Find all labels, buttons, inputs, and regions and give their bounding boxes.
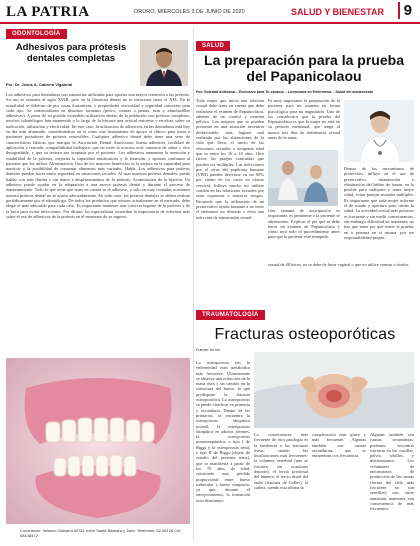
page-number: 9 (398, 2, 412, 19)
trauma-column-2: La consecuencia más frecuente de esta patología es la tendencia a las fracturas óseas, siendo las localizaciones más frecuentes: la columna vertebral (que se fractura sin ocasionar deporte), el tercio proximal del húmero, el tercio distal del radio (fractura de Colles), la cadera, siendo esta última la (254, 432, 308, 490)
article-column-3-top: sexual de 48 horas, no se debe de lavar vaginal o que no utilice cremas u óvulos. (268, 262, 410, 267)
photo-caption: Consultorio: Velasco Galvarro #2311 entre Santa Bárbara y Jaén. Teléfonos: 52-58128 Cel. 68148472 (20, 528, 182, 538)
trauma-column-1: La osteoporosis (en la enfermedad ósea metabólica más frecuente. Ultimamente se observa una reducción de la masa ósea y un cambio en la estructura del hueso, lo que predispone la fractura osteoporótica. La osteoporosis se puede clasificar en primaria y secundaria. Dentro de las primarias, se encuentra la osteoporosis idiopática juvenil, la osteoporosis idiopática en adultos jóvenes, la osteoporosis posmenopáusica, o tipo I de Riggs y la osteoporosis senil, o tipo II de Riggs (objeto de estudio del presente tema), que se manifiesta a partir de los 70 años de edad, existiendo una pérdida proporcional entre hueso trabecular y hueso compacto, ya que, durante el envejecimiento, la formación ósea disminuye. (196, 360, 250, 503)
article-column-3: Dentro de los mecanismos de protección, influye en el uso de preservativo, disminución o eliminación del hábito de fumar, en lo posible para cualquier y tener mejor salud, evitar parejas sexuales múltiples. Es importante que toda mujer informe el de estado y apertura para cuidar la salud. La actividad sexual más próximo es frecuente y sin medir consecuencias, sin embargo dificultad en mantener, no hay que tener por qué temer la prueba, en a persona en sí misma, por ser responsabilidad propia. (344, 166, 414, 240)
section-tag-traumatologia: TRAUMATOLOGÍA (196, 310, 265, 320)
article-title-adhesivos: Adhesivos para prótesis dentales completas (15, 42, 127, 64)
section-tag-odontologia: ODONTOLOGÍA (6, 29, 67, 39)
newspaper-logo: LA PATRIA (6, 4, 90, 20)
nurse-portrait-icon (344, 100, 414, 162)
nurse-photo (344, 100, 414, 162)
knee-pain-image-icon (254, 352, 414, 428)
section-title: SALUD Y BIENESTAR (290, 7, 384, 17)
article-title-papanicolaou: La preparación para la prueba del Papanicolaou (204, 52, 404, 84)
article-byline-salud: Por: Soledad Antezana – Exclusivo para Tu espacio – Licenciada en Enfermería – Salud del adolescente (196, 90, 374, 94)
article-column-2b: Una semana de anticipación es importante, es pertinente a la paciente se adolescente. Explicar el por qué se debe hacer un examen de Papanicolaou y cómo será todo el procedimiento antes para que la paciente esté tranquila. (268, 208, 340, 240)
section-tag-salud: SALUD (196, 41, 230, 51)
article-title-fracturas: Fracturas osteoporóticas (214, 326, 396, 343)
trauma-column-3: complicación más grave y más frecuente. Algunas también son causas secundarias, que se encuentran con frecuencia. (312, 432, 366, 459)
dental-prosthesis-photo (6, 358, 190, 524)
author-portrait-icon (140, 40, 188, 86)
article-source: Fuente: es.ivs (196, 348, 220, 352)
doctor-patient-image-icon (268, 150, 338, 206)
denture-image-icon (6, 358, 190, 524)
article-column-1: Toda mujer que inicia una relación sexual debe tener en cuenta que debe realizarse el examen de Papanicolaou, además de un control y examen pélvico. Las mujeres que se pueden presentar en una situación necesaria desfavorable, más higiene mal realizada por las alteraciones de la vida que lleva, el inicio de las relaciones sexuales a temprana edad que es entre los 16 a 18 años. Otro factor, las parejas contraídas que pueden ser múltiples. Las infecciones por el virus del papiloma humano (VPH) pueden derivarse en un 90% por ciento de los casos en cáncer cervical. Influye mucho no utilizar condón en las relaciones sexuales por estar expuestas a mayores riesgos. Recuerde que la utilización de un preservativo ayuda bastante a no tener el embarazo no deseado o evita una infección de transmisión sexual. (196, 98, 264, 220)
knee-pain-photo (254, 352, 414, 428)
page-header (0, 0, 420, 24)
article-body: Los adhesivos para dentaduras son sustancias utilizadas para aportar una mayor retención a las prótesis. Su uso se remonta al siglo XVIII, pero en la literatura dental no se menciona hasta el XIX. En la actualidad se fabrican de por cosas ilustrativas, y propiedades viscosidad y seguridad concretas para cada tipo. Se comercializan en distintos formatos (polvo, cremas o pastas, tiras y almohadillas adhesivas). A pesar de su posible extendido utilización dentro de la población con prótesis completas, muchos odontólogos han mantenido a lo largo de la historia una actitud reticente y recelosa sobre su indicación, utilización y efectividad. En este caso, la utilización de adhesivos en las dentaduras está hoy en día más afianzado, considerándose en sí como una herramienta de apoyo al clínico para tratar a pacientes portadores de prótesis removibles. Cualquier adhesivo dental debe tener una serie de características básicas que marque la Asociación Dental Americana: buena adhesión, facilidad de aplicación y retirada, compatibilidad biológica, que no irrite la mucosa oral, ausencia de sabor y olor desagradable, y que su textura sea aceptada por el paciente. Los adhesivos aumentan la retención y estabilidad de la prótesis, mejoran la capacidad masticatoria y la fonación, y aportan confianza al paciente que los utiliza. Alimentación. Uno de los mayores beneficios es la mejora en la capacidad para masticar y la posibilidad de consumir alimentos más variados. Habla. Los adhesivos para prótesis dentales pueden hacer sentir seguridad en situaciones sociales. Al usar nuestras prótesis dentales, puede hablar con más fluidez y sin temor a desplazamientos de la prótesis. Acumulación de la fijación. Un adhesivo puede ayudar en la adaptación a una nueva prótesis dental y durante el proceso de mantenimiento. Todo lo que tiene que tener en cuenta es el adhesivo, y sólo en muy contadas ocasiones nuestra prótesis dental no se ajusta adecuadamente. En todo caso, las prótesis dentales se deben evaluar periódicamente por el odontólogo. De todos los productos que existen actualmente en el mercado, debe elegir el más adecuado para cada caso. Es importante mantener una correcta higiene de la prótesis y de la boca para evitar infecciones. Por último, los especialistas recuerdan la importancia de informar más sobre el uso de adhesivos de la prótesis en el momento de su ingreso. (6, 92, 190, 219)
article-byline: Por: Dr. Jesús A. Cabrera Vigabrial (6, 82, 73, 87)
dateline: ORURO, MIÉRCOLES 3 DE JUNIO DE 2020 (134, 9, 245, 15)
medical-exam-photo (268, 150, 338, 206)
author-photo (140, 40, 188, 86)
trauma-column-4: Algunas también son causas secundarias, podemos encontrar fracturas en las costillas, pelvis, tobillos, y metatarsianos. Los volúmenes de mecanismos de producción de las causas (forma del fallo más frecuente no son sencillas) son, entre aumentar, mantener, son consecuencia de más frecuentes. (370, 432, 414, 512)
article-column-2: Es muy importante la preparación de la paciente para un examen en forma psicológica para no angustiarla. Uno de los consultorios que la prueba del Papanicolaou es que la mujer no esté en su período menstrual, que tenga al menos tres días de abstinencia sexual antes de la toma. (268, 98, 340, 141)
column-divider (193, 28, 194, 540)
